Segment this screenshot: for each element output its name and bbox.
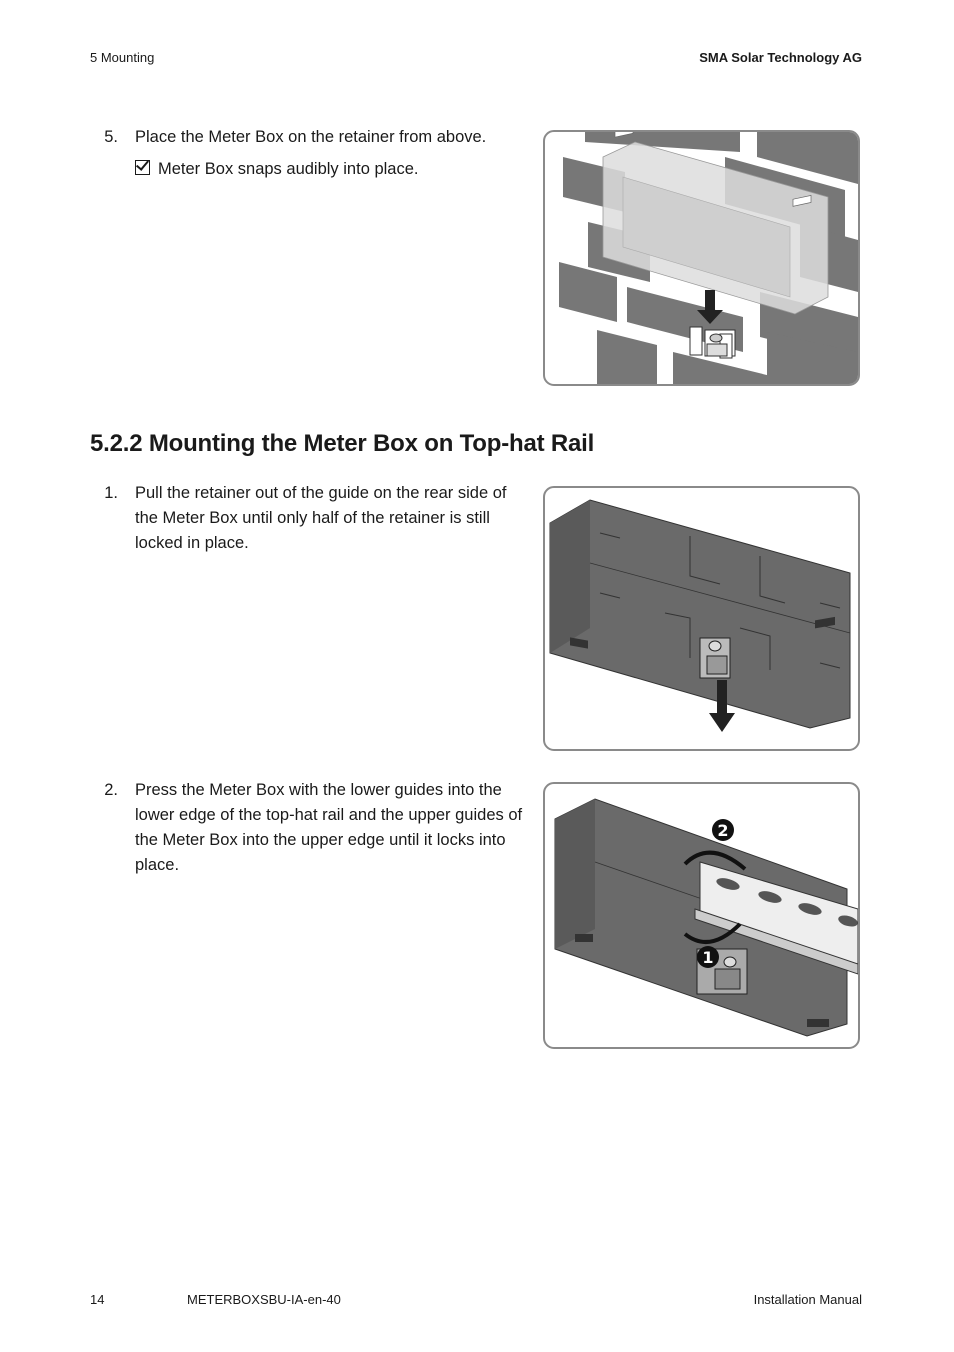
- figure-mount-on-rail: [543, 782, 860, 1049]
- section-heading: 5.2.2 Mounting the Meter Box on Top-hat Rail: [90, 430, 595, 457]
- figure-place-on-retainer: [543, 130, 860, 386]
- footer-doc-id: METERBOXSBU-IA-en-40: [187, 1292, 341, 1307]
- checkbox-checked-icon: [135, 160, 150, 175]
- step-number: 5.: [104, 128, 118, 146]
- header-company: SMA Solar Technology AG: [699, 50, 862, 65]
- step-text: Pull the retainer out of the guide on the rear side of the Meter Box until only half of the retainer is still locked in place.: [135, 484, 507, 552]
- footer-page-number: 14: [90, 1292, 105, 1307]
- wall-mount-illustration: [545, 132, 858, 384]
- callout-2-label: 2: [717, 821, 729, 840]
- callout-1-label: 1: [702, 948, 714, 967]
- footer-doc-type: Installation Manual: [753, 1292, 862, 1307]
- rail-mount-illustration: [545, 784, 858, 1047]
- meter-box-rear-illustration: [545, 488, 858, 749]
- step-result: [135, 157, 530, 182]
- header-section: 5 Mounting: [90, 50, 155, 65]
- step-text: Press the Meter Box with the lower guides into the lower edge of the top-hat rail and the upper guides of the Meter Box into the upper edge until it locks into place.: [135, 781, 523, 874]
- step-1-block: [135, 481, 530, 556]
- callout-2: [712, 819, 734, 841]
- step-number: 1.: [104, 484, 118, 502]
- retainer-clip: [690, 327, 735, 358]
- figure-pull-retainer: [543, 486, 860, 751]
- step-number: 2.: [104, 781, 118, 799]
- retainer-clip: [700, 638, 730, 678]
- top-step-block: [135, 125, 530, 182]
- step-text: Place the Meter Box on the retainer from above.: [135, 128, 487, 146]
- callout-1: [697, 946, 719, 968]
- result-text: Meter Box snaps audibly into place.: [158, 160, 419, 178]
- step-2-block: [135, 778, 530, 878]
- meter-box-body: [550, 500, 850, 728]
